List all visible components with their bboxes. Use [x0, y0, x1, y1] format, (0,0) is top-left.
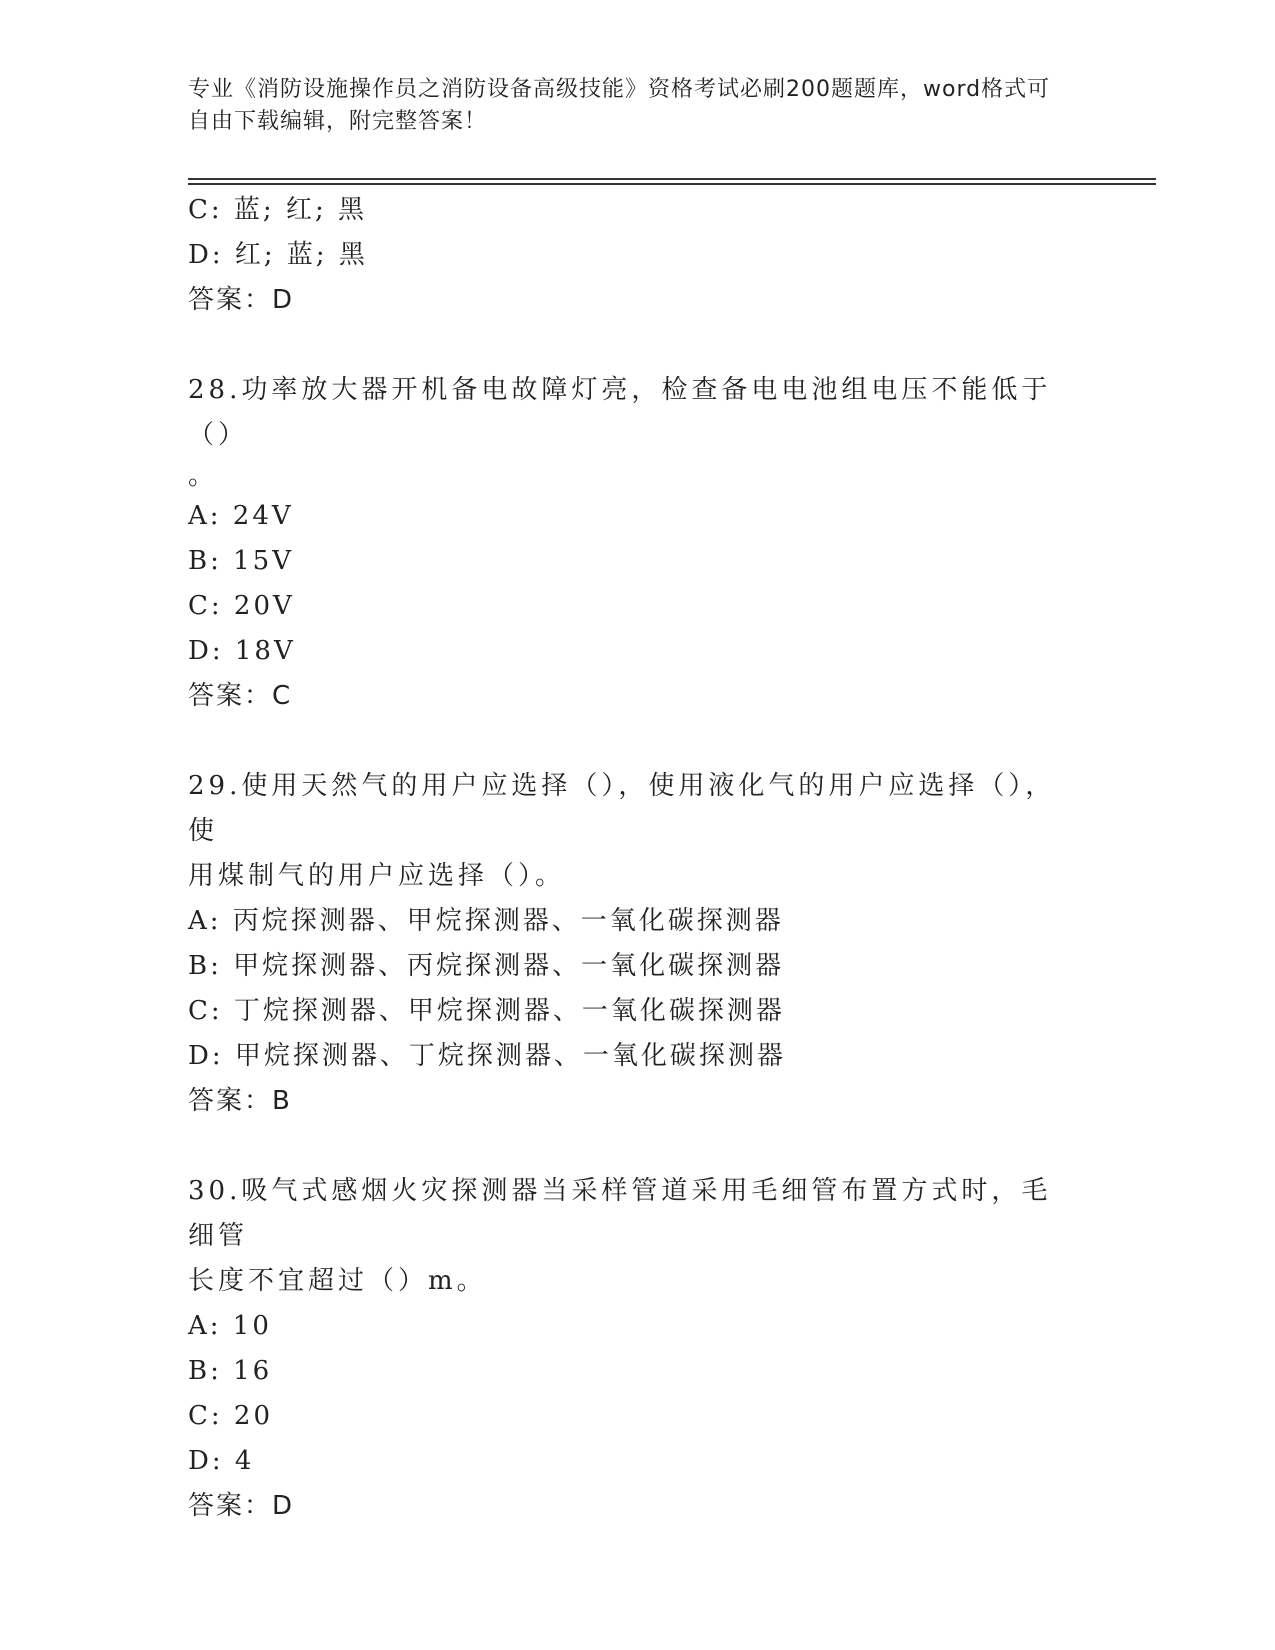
- option-a: A: 24V: [188, 501, 294, 531]
- question-stem-tail: 。: [188, 461, 215, 491]
- option-c: C: 蓝; 红; 黑: [188, 195, 367, 225]
- question-28: [188, 368, 1068, 719]
- question-list: [188, 188, 1068, 1529]
- option-d: D: 红; 蓝; 黑: [188, 240, 368, 270]
- question-29: [188, 764, 1068, 1124]
- header-divider-top: [188, 178, 1156, 180]
- header-divider-bottom: [188, 183, 1156, 185]
- option-b: B: 甲烷探测器、丙烷探测器、一氧化碳探测器: [188, 951, 785, 981]
- option-a: A: 10: [188, 1311, 272, 1341]
- document-header: 专业《消防设施操作员之消防设备高级技能》资格考试必刷200题题库，word格式可自由下载编辑，附完整答案！: [188, 77, 1051, 134]
- answer-label: 答案：B: [188, 1086, 292, 1116]
- answer-label: 答案：D: [188, 1491, 295, 1521]
- question-stem: 28.功率放大器开机备电故障灯亮，检查备电电池组电压不能低于（）: [188, 375, 1052, 450]
- question-30: [188, 1169, 1068, 1529]
- option-d: D: 甲烷探测器、丁烷探测器、一氧化碳探测器: [188, 1041, 786, 1071]
- question-27-fragment: [188, 188, 1068, 323]
- option-a: A: 丙烷探测器、甲烷探测器、一氧化碳探测器: [188, 906, 784, 936]
- option-d: D: 4: [188, 1446, 255, 1476]
- option-b: B: 15V: [188, 546, 294, 576]
- option-d: D: 18V: [188, 636, 296, 666]
- question-stem-continued: 长度不宜超过（）m。: [188, 1266, 487, 1296]
- option-c: C: 20: [188, 1401, 274, 1431]
- question-stem-continued: 用煤制气的用户应选择（）。: [188, 861, 566, 891]
- question-stem: 30.吸气式感烟火灾探测器当采样管道采用毛细管布置方式时，毛细管: [188, 1176, 1052, 1251]
- answer-label: 答案：D: [188, 285, 295, 315]
- question-stem: 29.使用天然气的用户应选择（），使用液化气的用户应选择（），使: [188, 771, 1056, 846]
- option-c: C: 丁烷探测器、甲烷探测器、一氧化碳探测器: [188, 996, 785, 1026]
- answer-label: 答案：C: [188, 681, 293, 711]
- option-b: B: 16: [188, 1356, 273, 1386]
- option-c: C: 20V: [188, 591, 295, 621]
